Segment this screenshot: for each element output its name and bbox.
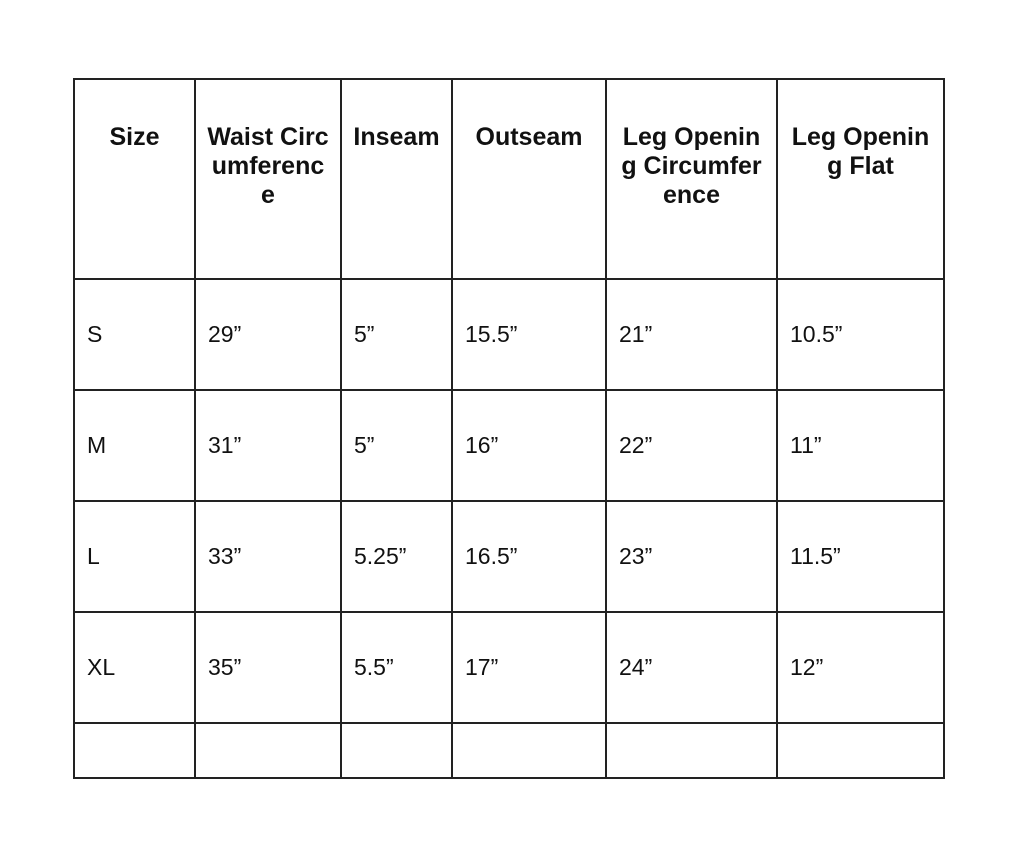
header-outseam: Outseam (452, 79, 606, 279)
table-row (74, 390, 944, 501)
table-cell: 24” (606, 612, 777, 723)
table-cell: 11” (777, 390, 944, 501)
table-cell: 5.5” (341, 612, 452, 723)
table-cell: M (74, 390, 195, 501)
table-cell: 31” (195, 390, 341, 501)
size-chart-table (73, 78, 945, 779)
table-cell: 29” (195, 279, 341, 390)
table-cell: 5.25” (341, 501, 452, 612)
table-cell (195, 723, 341, 778)
header-leg-opening-circumference: Leg Opening Circumference (606, 79, 777, 279)
header-inseam: Inseam (341, 79, 452, 279)
table-cell: 5” (341, 390, 452, 501)
table-cell: 12” (777, 612, 944, 723)
table-cell: 21” (606, 279, 777, 390)
table-cell: 17” (452, 612, 606, 723)
table-cell (341, 723, 452, 778)
table-cell: 33” (195, 501, 341, 612)
table-header-row (74, 79, 944, 279)
header-size: Size (74, 79, 195, 279)
table-row (74, 501, 944, 612)
table-row-empty (74, 723, 944, 778)
table-row (74, 612, 944, 723)
table-cell (777, 723, 944, 778)
table-cell: 5” (341, 279, 452, 390)
header-waist-circumference: Waist Circumference (195, 79, 341, 279)
table-cell: 23” (606, 501, 777, 612)
table-cell: 11.5” (777, 501, 944, 612)
table-cell: XL (74, 612, 195, 723)
table-cell (74, 723, 195, 778)
table-cell: S (74, 279, 195, 390)
table-cell: 10.5” (777, 279, 944, 390)
table-row (74, 279, 944, 390)
table-cell (452, 723, 606, 778)
header-leg-opening-flat: Leg Opening Flat (777, 79, 944, 279)
table-cell: 16” (452, 390, 606, 501)
table-cell (606, 723, 777, 778)
table-cell: L (74, 501, 195, 612)
table-cell: 22” (606, 390, 777, 501)
table-cell: 16.5” (452, 501, 606, 612)
table-cell: 15.5” (452, 279, 606, 390)
table-cell: 35” (195, 612, 341, 723)
